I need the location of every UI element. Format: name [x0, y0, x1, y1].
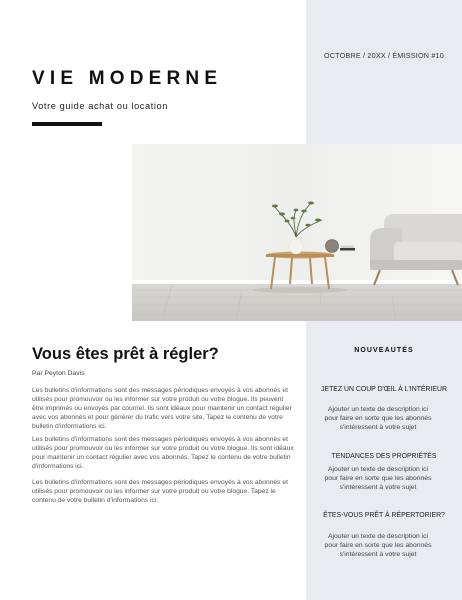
title-underline [32, 122, 102, 126]
living-room-illustration [132, 144, 462, 321]
article-headline: Vous êtes prêt à régler? [32, 345, 219, 363]
sidebar-item-title: TENDANCES DES PROPRIÉTÉS [331, 453, 437, 460]
newsletter-subtitle: Votre guide achat ou location [32, 101, 168, 111]
article-paragraph: Les bulletins d'informations sont des messages périodiques envoyés à vos abonnés et utilisés pour promouvoir ou les informer sur votre produit ou votre blogue. Ils peuvent être imprimés ou envoyés par courriel. Ils sont idéaux pour maintenir un contact régulier avec vos abonnés et pour générer du trafic vers votre site. Tapez le contenu de votre bulletin d'informations ici. [32, 387, 292, 430]
sidebar-item-title: ÊTES-VOUS PRÊT À RÉPERTORIER? [323, 512, 445, 519]
hero-image [132, 144, 462, 321]
article-byline: Par Peyton Davis [32, 370, 85, 377]
sidebar-item-description: Ajouter un texte de description ici pour faire en sorte que les abonnés s'intéressent à votre sujet [324, 533, 432, 558]
sidebar-heading: NOUVEAUTÉS [354, 347, 414, 354]
newsletter-title: VIE MODERNE [32, 68, 223, 89]
article-paragraph: Les bulletins d'informations sont des messages périodiques envoyés à vos abonnés et utilisés pour promouvoir ou les informer sur votre produit ou votre blogue. Ils sont idéaux pour maintenir un contact régulier avec vos abonnés. Tapez le contenu de votre bulletin d'informations ici. [32, 436, 294, 470]
issue-line: OCTOBRE / 20XX / ÉMISSION #10 [324, 51, 444, 60]
sidebar-item-title: JETEZ UN COUP D'ŒIL À L'INTÉRIEUR [321, 386, 447, 393]
article-paragraph: Les bulletins d'informations sont des messages périodiques envoyés à vos abonnés et utilisés pour promouvoir ou les informer sur votre produit ou votre blogue. Tapez le contenu de votre bulletin d'informations ici. [32, 479, 288, 504]
sidebar-item-description: Ajouter un texte de description ici pour faire en sorte que les abonnés s'intéressent à votre sujet [324, 406, 432, 431]
sidebar-item-description: Ajouter un texte de description ici pour faire en sorte que les abonnés s'intéressent à votre sujet [324, 466, 432, 491]
